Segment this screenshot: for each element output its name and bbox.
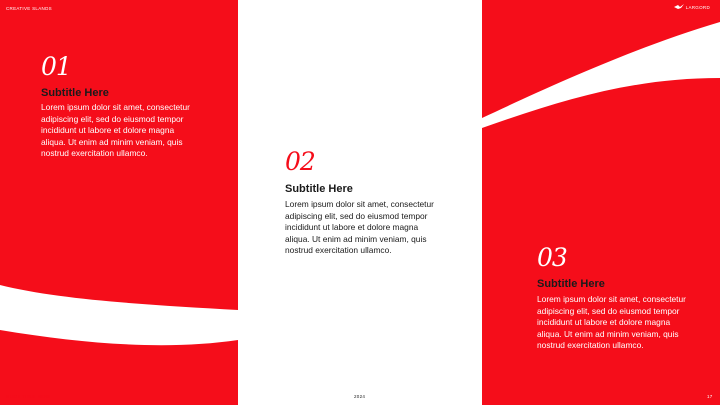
column-1-subtitle: Subtitle Here [41,87,109,99]
brand-label: CREATIVE SLANDS [6,6,52,11]
slide-title-label: SLIDE TITLE HERE [6,394,51,399]
column-3-subtitle: Subtitle Here [537,278,605,290]
year-label: 2024 [354,394,366,399]
left-panel [0,0,238,405]
column-2-number: 02 [285,147,315,176]
logo-text: LARGORD [685,4,710,10]
column-3-number: 03 [537,243,567,272]
column-2-body: Lorem ipsum dolor sit amet, consectetur adipiscing elit, sed do eiusmod tempor incididunt ut labore et dolore magna aliqua. Ut enim ad minim veniam, quis nostrud exercitation ullamco. [285,199,434,256]
logo [674,4,710,10]
column-3-body: Lorem ipsum dolor sit amet, consectetur adipiscing elit, sed do eiusmod tempor incididunt ut labore et dolore magna aliqua. Ut enim ad minim veniam, quis nostrud exercitation ullamco. [537,294,686,351]
bird-icon [674,4,684,10]
left-wave-shape [0,0,238,405]
column-2-subtitle: Subtitle Here [285,183,353,195]
column-1-number: 01 [41,52,71,81]
column-1-body: Lorem ipsum dolor sit amet, consectetur adipiscing elit, sed do eiusmod tempor incididunt ut labore et dolore magna aliqua. Ut enim ad minim veniam, quis nostrud exercitation ullamco. [41,102,190,159]
page-number: 17 [707,394,713,399]
